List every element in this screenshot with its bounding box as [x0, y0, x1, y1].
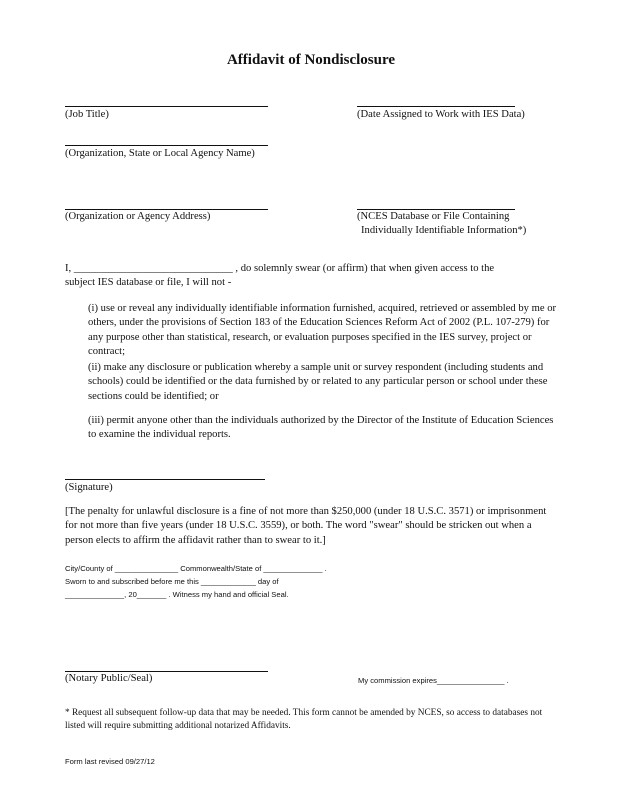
- name-blank[interactable]: ______________________________: [73, 263, 233, 274]
- commission-expires[interactable]: My commission expires________________ .: [358, 676, 509, 685]
- form-revised: Form last revised 09/27/12: [65, 757, 155, 766]
- date-assigned-line[interactable]: [357, 106, 515, 107]
- clause-iii: (iii) permit anyone other than the individuals authorized by the Director of the Institute of Education Sciences to examine the individual reports.: [88, 415, 554, 441]
- oath-line: [65, 263, 494, 274]
- notary-line-2[interactable]: Sworn to and subscribed before me this _____________ day of: [65, 577, 279, 586]
- organization-label: (Organization, State or Local Agency Name): [65, 148, 255, 159]
- notary-signature-line[interactable]: [65, 671, 268, 672]
- oath-line-2: subject IES database or file, I will not -: [65, 277, 232, 288]
- oath-prefix: I,: [65, 263, 72, 274]
- nces-label-2: Individually Identifiable Information*): [361, 225, 527, 236]
- notary-line-3[interactable]: ______________, 20_______ . Witness my hand and official Seal.: [65, 590, 289, 599]
- signature-label: (Signature): [65, 482, 113, 493]
- penalty-note: [The penalty for unlawful disclosure is a fine of not more than $250,000 (under 18 U.S.C. 3571) or imprisonment for not more than five years (under 18 U.S.C. 3559), or both. The word "swear" should be stricken out when a person elects to affirm the affidavit rather than to swear to it.]: [65, 506, 547, 546]
- notary-label: (Notary Public/Seal): [65, 673, 153, 684]
- signature-line[interactable]: [65, 479, 265, 480]
- page-title: Affidavit of Nondisclosure: [226, 52, 396, 68]
- job-title-line[interactable]: [65, 106, 268, 107]
- date-assigned-label: (Date Assigned to Work with IES Data): [357, 109, 525, 120]
- nces-database-line[interactable]: [357, 209, 515, 210]
- footnote: * Request all subsequent follow-up data that may be needed. This form cannot be amended by NCES, so access to databases not listed will require submitting additional notarized Affidavits.: [65, 708, 543, 731]
- address-line[interactable]: [65, 209, 268, 210]
- nces-label-1: (NCES Database or File Containing: [357, 211, 510, 222]
- address-label: (Organization or Agency Address): [65, 211, 211, 222]
- notary-line-1[interactable]: City/County of _______________ Commonwealth/State of ______________ .: [65, 564, 327, 573]
- oath-suffix: , do solemnly swear (or affirm) that when given access to the: [235, 263, 495, 274]
- clause-i: (i) use or reveal any individually identifiable information furnished, acquired, retrieved or assembled by me or others, under the provisions of Section 183 of the Education Sciences Reform Act of 2002 (P.L. 107-279) for any purpose other than statistical, research, or evaluation purposes specified in the IES survey, project or contract;: [88, 303, 557, 357]
- clause-ii: (ii) make any disclosure or publication whereby a sample unit or survey respondent (including students and schools) could be identified or the data furnished by or related to any particular person or school under these sections could be identified; or: [88, 362, 548, 402]
- organization-line[interactable]: [65, 145, 268, 146]
- job-title-label: (Job Title): [65, 109, 109, 120]
